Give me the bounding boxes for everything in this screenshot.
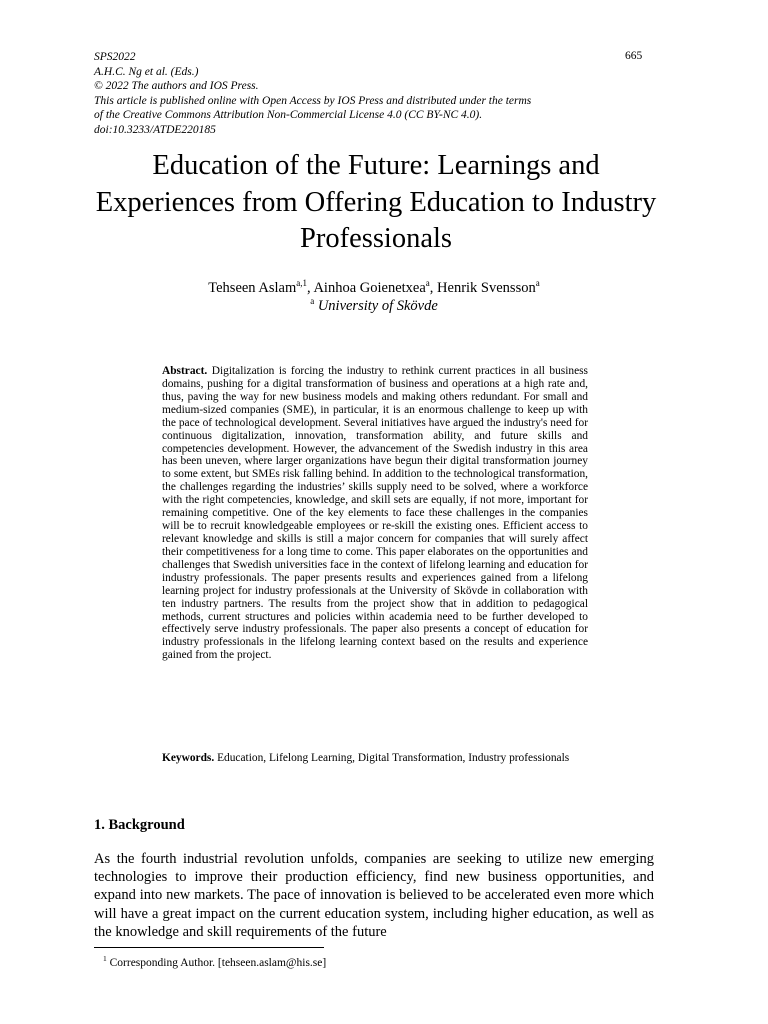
abstract (162, 365, 588, 662)
affiliation-marker: a (310, 296, 315, 307)
footnote-marker: 1 (103, 954, 107, 964)
section-body: As the fourth industrial revolution unfolds, companies are seeking to utilize new emerging technologies to improve their production efficiency, find new business opportunities, and expand into new markets. The pace of innovation is believed to be accelerated even more which will have a great impact on the current education system, including higher education, as well as the knowledge and skill requirements of the future (94, 851, 654, 940)
affiliation-name: University of Skövde (317, 298, 438, 314)
publication-metadata (94, 50, 531, 138)
author-affiliation-marker: a,1 (296, 278, 307, 289)
author-name: Henrik Svensson (437, 280, 536, 296)
paper-title: Education of the Future: Learnings and Experiences from Offering Education to Industry Professionals (95, 150, 657, 254)
author-affiliation-marker: a (535, 278, 540, 289)
footnote-text: Corresponding Author. [tehseen.aslam@his.se] (109, 957, 327, 969)
keywords (162, 751, 588, 765)
author-list: Tehseen Aslam$^{a,1}$, Ainhoa Goienetxea$^a$, Henrik Svensson$^a$ (208, 278, 540, 296)
affiliation (94, 297, 654, 315)
abstract-label: Abstract. (162, 365, 208, 377)
page-number: 665 (625, 50, 643, 62)
meta-line-series: SPS2022 (94, 51, 136, 63)
footnote-divider (94, 947, 324, 948)
meta-line-copyright: © 2022 The authors and IOS Press. (94, 80, 259, 93)
author-name: Tehseen Aslam (208, 280, 297, 296)
meta-line-editors: A.H.C. Ng et al. (Eds.) (94, 65, 199, 78)
meta-line-license-2: of the Creative Commons Attribution Non-Commercial License 4.0 (CC BY-NC 4.0). (94, 109, 483, 122)
author-name: Ainhoa Goienetxea (313, 280, 426, 296)
meta-line-license-1: This article is published online with Open Access by IOS Press and distributed under the terms (94, 94, 532, 107)
abstract-text: Digitalization is forcing the industry to rethink current practices in all business domains, pushing for a digital transformation of business and operations at a high rate and, thus, paving the way for new business models and making others redundant. For small and medium-sized companies (SME), in particular, it is an enormous challenge to keep up with the pace of technological development. Several initiatives have argued the industry's need for continuous digitalization, innovation, transformation ability, and future skills and competencies development. However, the advancement of the Swedish industry in this area has been uneven, where larger organizations have begun their digital transformation journey to some extent, but SMEs risk falling behind. In addition to the technological transformation, the challenges regarding the industries’ skills supply need to be solved, where a workforce with the right competencies, knowledge, and skill sets are equally, if not more, important for remaining competitive. One of the key elements to face these challenges in the companies will be to recruit knowledgeable employees or re-skill the existing ones. Efficient access to relevant knowledge and skills is still a major concern for companies that will surely affect their competitiveness for a long time to come. This paper elaborates on the opportunities and challenges that Swedish universities face in the context of lifelong learning and education for industry professionals. The paper presents results and experiences gained from a lifelong learning project for industry professionals at the University of Skövde in collaboration with ten industry partners. The results from the project show that in addition to pedagogical methods, current structures and policies within academia need to be further developed to effectively serve industry professionals. The paper also presents a concept of education for industry professionals in the lifelong learning context based on the results and experience gained from the project. (162, 365, 588, 662)
author-affiliation-marker: a (425, 278, 430, 289)
section-heading: 1. Background (94, 817, 185, 833)
keywords-text: Education, Lifelong Learning, Digital Transformation, Industry professionals (217, 752, 570, 764)
keywords-label: Keywords. (162, 752, 215, 764)
footnote (103, 954, 327, 969)
meta-line-doi: doi:10.3233/ATDE220185 (94, 123, 216, 136)
